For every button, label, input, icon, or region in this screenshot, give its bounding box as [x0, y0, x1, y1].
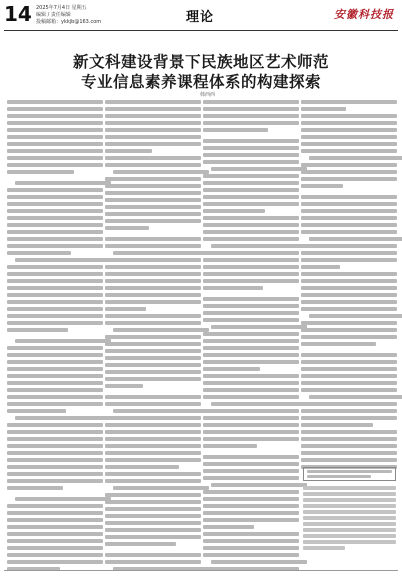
text-line [301, 374, 397, 378]
text-line [105, 402, 201, 406]
text-line [105, 212, 201, 216]
text-line [301, 251, 397, 255]
text-line [203, 339, 299, 343]
text-line [105, 198, 201, 202]
text-line [7, 486, 63, 490]
text-line [7, 546, 103, 550]
note-line [303, 510, 396, 514]
text-line [301, 216, 397, 220]
text-line [105, 205, 201, 209]
text-line [105, 100, 201, 104]
text-line [203, 202, 299, 206]
text-line [203, 318, 299, 322]
text-line [203, 416, 299, 420]
text-line [7, 374, 103, 378]
text-line [203, 272, 299, 276]
text-line [7, 265, 103, 269]
text-line [301, 307, 397, 311]
text-line [105, 163, 201, 167]
article-title-line-1: 新文科建设背景下民族地区艺术师范 [72, 53, 329, 71]
text-line [15, 416, 111, 420]
text-line [105, 114, 201, 118]
text-line [301, 321, 397, 325]
text-line [301, 335, 397, 339]
page-number: 14 [4, 2, 32, 26]
text-line [203, 546, 299, 550]
text-line [105, 493, 201, 497]
reference-box [303, 467, 396, 481]
text-line [105, 500, 201, 504]
text-line [203, 230, 299, 234]
text-line [105, 184, 201, 188]
text-line [301, 202, 397, 206]
text-line [105, 128, 201, 132]
text-line [7, 525, 103, 529]
text-line [203, 304, 299, 308]
text-line [105, 107, 201, 111]
text-line [7, 458, 103, 462]
text-line [301, 367, 397, 371]
text-line [105, 349, 201, 353]
text-line [301, 279, 397, 283]
text-line [301, 272, 397, 276]
text-line [203, 497, 299, 501]
text-line [7, 100, 103, 104]
text-line [203, 518, 299, 522]
text-line [105, 258, 201, 262]
text-line [7, 163, 103, 167]
text-line [211, 560, 307, 564]
text-line [7, 511, 103, 515]
text-line [203, 146, 299, 150]
text-line [105, 307, 146, 311]
text-line [105, 507, 201, 511]
text-line [211, 402, 307, 406]
text-line [203, 139, 299, 143]
text-line [301, 170, 397, 174]
text-line [7, 360, 103, 364]
text-line [105, 472, 201, 476]
text-line [301, 209, 397, 213]
text-line [203, 353, 299, 357]
body-column-4 [301, 100, 397, 472]
text-line [203, 367, 260, 371]
text-line [105, 514, 201, 518]
text-line [105, 279, 201, 283]
text-line [301, 286, 397, 290]
text-line [105, 377, 201, 381]
text-line [7, 135, 103, 139]
text-line [113, 486, 209, 490]
note-line [303, 528, 396, 532]
text-line [7, 321, 103, 325]
note-line [303, 498, 396, 502]
text-line [301, 293, 397, 297]
text-line [7, 230, 103, 234]
section-title: 理论 [186, 10, 215, 25]
text-line [7, 149, 103, 153]
text-line [7, 128, 103, 132]
text-line [203, 476, 299, 480]
text-line [7, 237, 103, 241]
text-line [105, 384, 143, 388]
text-line [105, 363, 201, 367]
text-line [105, 535, 201, 539]
text-line [105, 293, 201, 297]
text-line [105, 458, 201, 462]
text-line [7, 328, 68, 332]
text-line [309, 395, 402, 399]
text-line [7, 504, 103, 508]
article-author: 韩西西 [200, 92, 216, 98]
note-line [303, 534, 396, 538]
text-line [105, 177, 201, 181]
text-line [105, 272, 201, 276]
text-line [7, 107, 103, 111]
text-line [211, 325, 307, 329]
text-line [105, 395, 201, 399]
text-line [203, 423, 299, 427]
text-line [7, 272, 103, 276]
text-line [7, 353, 103, 357]
text-line [203, 188, 299, 192]
text-line [203, 216, 299, 220]
text-line [203, 128, 268, 132]
text-line [7, 437, 103, 441]
text-line [301, 300, 397, 304]
body-column-2 [105, 100, 201, 574]
text-line [7, 223, 103, 227]
text-line [203, 174, 299, 178]
text-line [301, 381, 397, 385]
editor-line: 编辑 / 责任编辑 [36, 12, 71, 18]
note-line [303, 516, 396, 520]
text-line [105, 465, 179, 469]
note-line [303, 492, 396, 496]
text-line [105, 437, 201, 441]
text-line [7, 430, 103, 434]
text-line [105, 542, 176, 546]
text-line [113, 328, 209, 332]
text-line [15, 258, 111, 262]
text-line [105, 244, 201, 248]
issue-date: 2025年7月4日 星期五 [36, 5, 87, 11]
text-line [203, 107, 299, 111]
text-line [7, 518, 103, 522]
text-line [7, 216, 103, 220]
text-line [203, 437, 299, 441]
text-line [7, 156, 103, 160]
text-line [7, 300, 103, 304]
text-line [203, 237, 299, 241]
text-line [105, 300, 201, 304]
text-line [113, 251, 209, 255]
note-line [303, 486, 396, 490]
text-line [105, 528, 201, 532]
text-line [301, 388, 397, 392]
text-line [301, 402, 397, 406]
text-line [105, 135, 201, 139]
text-line [301, 121, 397, 125]
text-line [7, 532, 103, 536]
text-line [105, 265, 201, 269]
text-line [301, 114, 397, 118]
text-line [203, 153, 299, 157]
text-line [105, 560, 201, 564]
reference-line [307, 475, 371, 478]
text-line [203, 553, 299, 557]
text-line [7, 307, 103, 311]
text-line [105, 321, 201, 325]
text-line [203, 462, 299, 466]
text-line [309, 156, 402, 160]
text-line [203, 490, 299, 494]
text-line [203, 209, 265, 213]
text-line [7, 170, 74, 174]
text-line [7, 121, 103, 125]
text-line [301, 163, 397, 167]
text-line [211, 167, 307, 171]
text-line [113, 409, 209, 413]
text-line [7, 279, 103, 283]
text-line [301, 142, 397, 146]
text-line [203, 195, 299, 199]
text-line [7, 188, 103, 192]
text-line [7, 539, 103, 543]
note-line [303, 546, 345, 550]
text-line [7, 423, 103, 427]
text-line [203, 511, 299, 515]
footer-rule [4, 570, 398, 571]
text-line [203, 504, 299, 508]
text-line [203, 455, 299, 459]
text-line [203, 258, 299, 262]
text-line [15, 497, 111, 501]
text-line [301, 184, 343, 188]
page-header [0, 0, 402, 34]
text-line [203, 430, 299, 434]
text-line [301, 135, 397, 139]
text-line [301, 409, 397, 413]
text-line [7, 409, 66, 413]
text-line [203, 121, 299, 125]
text-line [301, 223, 397, 227]
text-line [301, 353, 397, 357]
text-line [301, 416, 397, 420]
text-line [301, 423, 373, 427]
text-line [105, 479, 201, 483]
text-line [7, 479, 103, 483]
article-title-line-2: 专业信息素养课程体系的构建探索 [80, 73, 321, 91]
text-line [7, 209, 103, 213]
text-line [203, 525, 254, 529]
text-line [309, 314, 402, 318]
text-line [7, 314, 103, 318]
note-line [303, 504, 396, 508]
text-line [105, 342, 201, 346]
text-line [203, 409, 299, 413]
text-line [203, 286, 263, 290]
newspaper-masthead: 安徽科技报 [334, 8, 394, 21]
text-line [203, 251, 299, 255]
text-line [203, 395, 299, 399]
email-line: 投稿邮箱：ykkjb@163.com [36, 19, 102, 25]
text-line [309, 237, 402, 241]
text-line [301, 244, 397, 248]
text-line [7, 553, 103, 557]
issue-meta [36, 5, 101, 26]
text-line [203, 297, 299, 301]
text-line [7, 381, 103, 385]
text-line [105, 416, 201, 420]
text-line [203, 388, 299, 392]
text-line [301, 430, 397, 434]
text-line [203, 346, 299, 350]
text-line [7, 142, 103, 146]
text-line [105, 423, 201, 427]
text-line [7, 202, 103, 206]
text-line [203, 160, 299, 164]
text-line [105, 356, 201, 360]
text-line [105, 226, 149, 230]
text-line [105, 237, 201, 241]
text-line [7, 451, 103, 455]
text-line [7, 251, 71, 255]
text-line [105, 370, 201, 374]
text-line [301, 107, 346, 111]
text-line [15, 181, 111, 185]
reference-line [307, 470, 392, 473]
header-rule [4, 30, 398, 31]
text-line [203, 539, 299, 543]
text-line [7, 395, 103, 399]
text-line [203, 532, 299, 536]
text-line [203, 332, 299, 336]
text-line [203, 311, 299, 315]
text-line [105, 553, 201, 557]
text-line [7, 346, 103, 350]
body-column-1 [7, 100, 103, 574]
text-line [211, 244, 307, 248]
text-line [105, 430, 201, 434]
note-line [303, 540, 396, 544]
text-line [105, 521, 201, 525]
text-line [7, 286, 103, 290]
text-line [301, 100, 397, 104]
text-line [113, 170, 209, 174]
text-line [15, 339, 111, 343]
text-line [7, 472, 103, 476]
text-line [7, 195, 103, 199]
text-line [105, 121, 201, 125]
text-line [105, 142, 201, 146]
text-line [7, 388, 103, 392]
text-line [7, 114, 103, 118]
text-line [105, 286, 201, 290]
text-line [301, 444, 397, 448]
text-line [301, 195, 397, 199]
text-line [105, 444, 201, 448]
text-line [203, 181, 299, 185]
note-line [303, 522, 396, 526]
text-line [105, 156, 201, 160]
author-note [303, 486, 396, 552]
text-line [7, 444, 103, 448]
text-line [301, 360, 397, 364]
text-line [7, 244, 103, 248]
text-line [301, 230, 397, 234]
text-line [7, 465, 103, 469]
text-line [105, 219, 201, 223]
text-line [301, 451, 397, 455]
text-line [301, 437, 397, 441]
text-line [301, 458, 397, 462]
text-line [105, 335, 201, 339]
text-line [203, 114, 299, 118]
text-line [203, 444, 257, 448]
text-line [301, 128, 397, 132]
text-line [105, 149, 152, 153]
text-line [105, 191, 201, 195]
text-line [7, 293, 103, 297]
text-line [203, 279, 299, 283]
text-line [301, 149, 397, 153]
text-line [301, 342, 376, 346]
text-line [105, 451, 201, 455]
text-line [301, 258, 397, 262]
text-line [203, 381, 299, 385]
text-line [203, 223, 299, 227]
text-line [301, 265, 340, 269]
text-line [203, 374, 299, 378]
text-line [211, 483, 307, 487]
text-line [203, 100, 299, 104]
text-line [105, 314, 201, 318]
text-line [7, 402, 103, 406]
text-line [301, 177, 397, 181]
text-line [301, 328, 397, 332]
text-line [203, 360, 299, 364]
body-column-3 [203, 100, 299, 574]
text-line [203, 265, 299, 269]
text-line [7, 560, 103, 564]
text-line [203, 469, 299, 473]
text-line [7, 367, 103, 371]
